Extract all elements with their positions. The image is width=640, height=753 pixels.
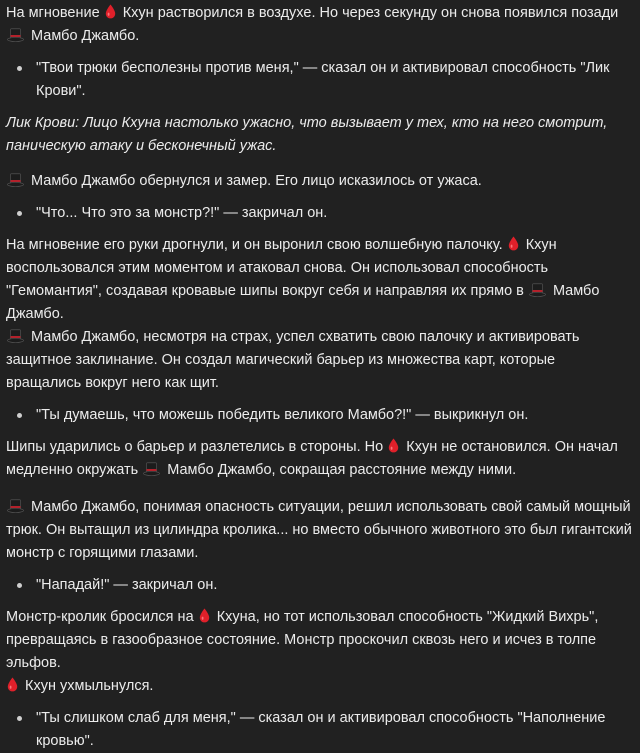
paragraph-text: Кхун растворился в воздухе. Но через секунду он снова появился позади: [122, 5, 619, 21]
paragraph-text: Мамбо Джамбо.: [31, 28, 140, 44]
list-item: "Нападай!" — закричал он.: [36, 574, 634, 597]
bullet-list: [6, 202, 634, 225]
top-hat-icon: [529, 283, 546, 297]
story-paragraph: [6, 675, 634, 698]
paragraph-text: Мамбо Джамбо, сокращая расстояние между ними.: [167, 462, 517, 478]
bullet-list: [6, 707, 634, 753]
bullet-list: [6, 574, 634, 597]
top-hat-icon: [143, 462, 160, 476]
paragraph-text: Кхун не остановился. Он начал медленно окружать: [6, 439, 618, 478]
top-hat-icon: [7, 329, 24, 343]
paragraph-text: Мамбо Джамбо обернулся и замер. Его лицо исказилось от ужаса.: [31, 173, 482, 189]
paragraph-text: Мамбо Джамбо.: [6, 283, 600, 322]
list-item: "Что... Что это за монстр?!" — закричал он.: [36, 202, 634, 225]
bullet-list: [6, 57, 634, 103]
story-paragraph: [6, 606, 634, 675]
list-item: "Твои трюки бесполезны против меня," — сказал он и активировал способность "Лик Крови".: [36, 57, 634, 103]
paragraph-text: Кхун ухмыльнулся.: [25, 678, 154, 694]
top-hat-icon: [7, 499, 24, 513]
bullet-list: [6, 404, 634, 427]
story-paragraph: [6, 170, 634, 193]
paragraph-text: Мамбо Джамбо, несмотря на страх, успел схватить свою палочку и активировать защитное заклинание. Он создал магический барьер из множества карт, которые вращались вокруг него как щит.: [6, 329, 580, 391]
paragraph-text: Кхуна, но тот использовал способность "Жидкий Вихрь", превращаясь в газообразное состояние. Монстр проскочил сквозь него и исчез в толпе эльфов.: [6, 609, 599, 671]
story-paragraph: [6, 234, 634, 326]
list-item: "Ты слишком слаб для меня," — сказал он и активировал способность "Наполнение кровью".: [36, 707, 634, 753]
top-hat-icon: [7, 173, 24, 187]
paragraph-text: На мгновение: [6, 5, 100, 21]
story-paragraph: [6, 436, 634, 482]
paragraph-text: Монстр-кролик бросился на: [6, 609, 194, 625]
paragraph-text: Шипы ударились о барьер и разлетелись в стороны. Но: [6, 439, 384, 455]
blood-drop-icon: [105, 4, 116, 19]
paragraph-text: Мамбо Джамбо, понимая опасность ситуации, решил использовать свой самый мощный трюк. Он вытащил из цилиндра кролика... но вместо обычного животного это был гигантский монстр с горящими глазами.: [6, 499, 632, 561]
list-item: "Ты думаешь, что можешь победить великого Мамбо?!" — выкрикнул он.: [36, 404, 634, 427]
blood-drop-icon: [199, 608, 210, 623]
blood-drop-icon: [508, 236, 519, 251]
story-paragraph: [6, 496, 634, 565]
paragraph-text: На мгновение его руки дрогнули, и он выронил свою волшебную палочку.: [6, 237, 503, 253]
blood-drop-icon: [388, 438, 399, 453]
story-paragraph: [6, 2, 634, 48]
top-hat-icon: [7, 28, 24, 42]
blood-drop-icon: [7, 677, 18, 692]
ability-description: Лик Крови: Лицо Кхуна настолько ужасно, что вызывает у тех, кто на него смотрит, паническую атаку и бесконечный ужас.: [6, 115, 608, 154]
paragraph-text: Кхун воспользовался этим моментом и атаковал снова. Он использовал способность "Гемомантия", создавая кровавые шипы вокруг себя и направляя их прямо в: [6, 237, 557, 299]
story-paragraph: [6, 326, 634, 395]
